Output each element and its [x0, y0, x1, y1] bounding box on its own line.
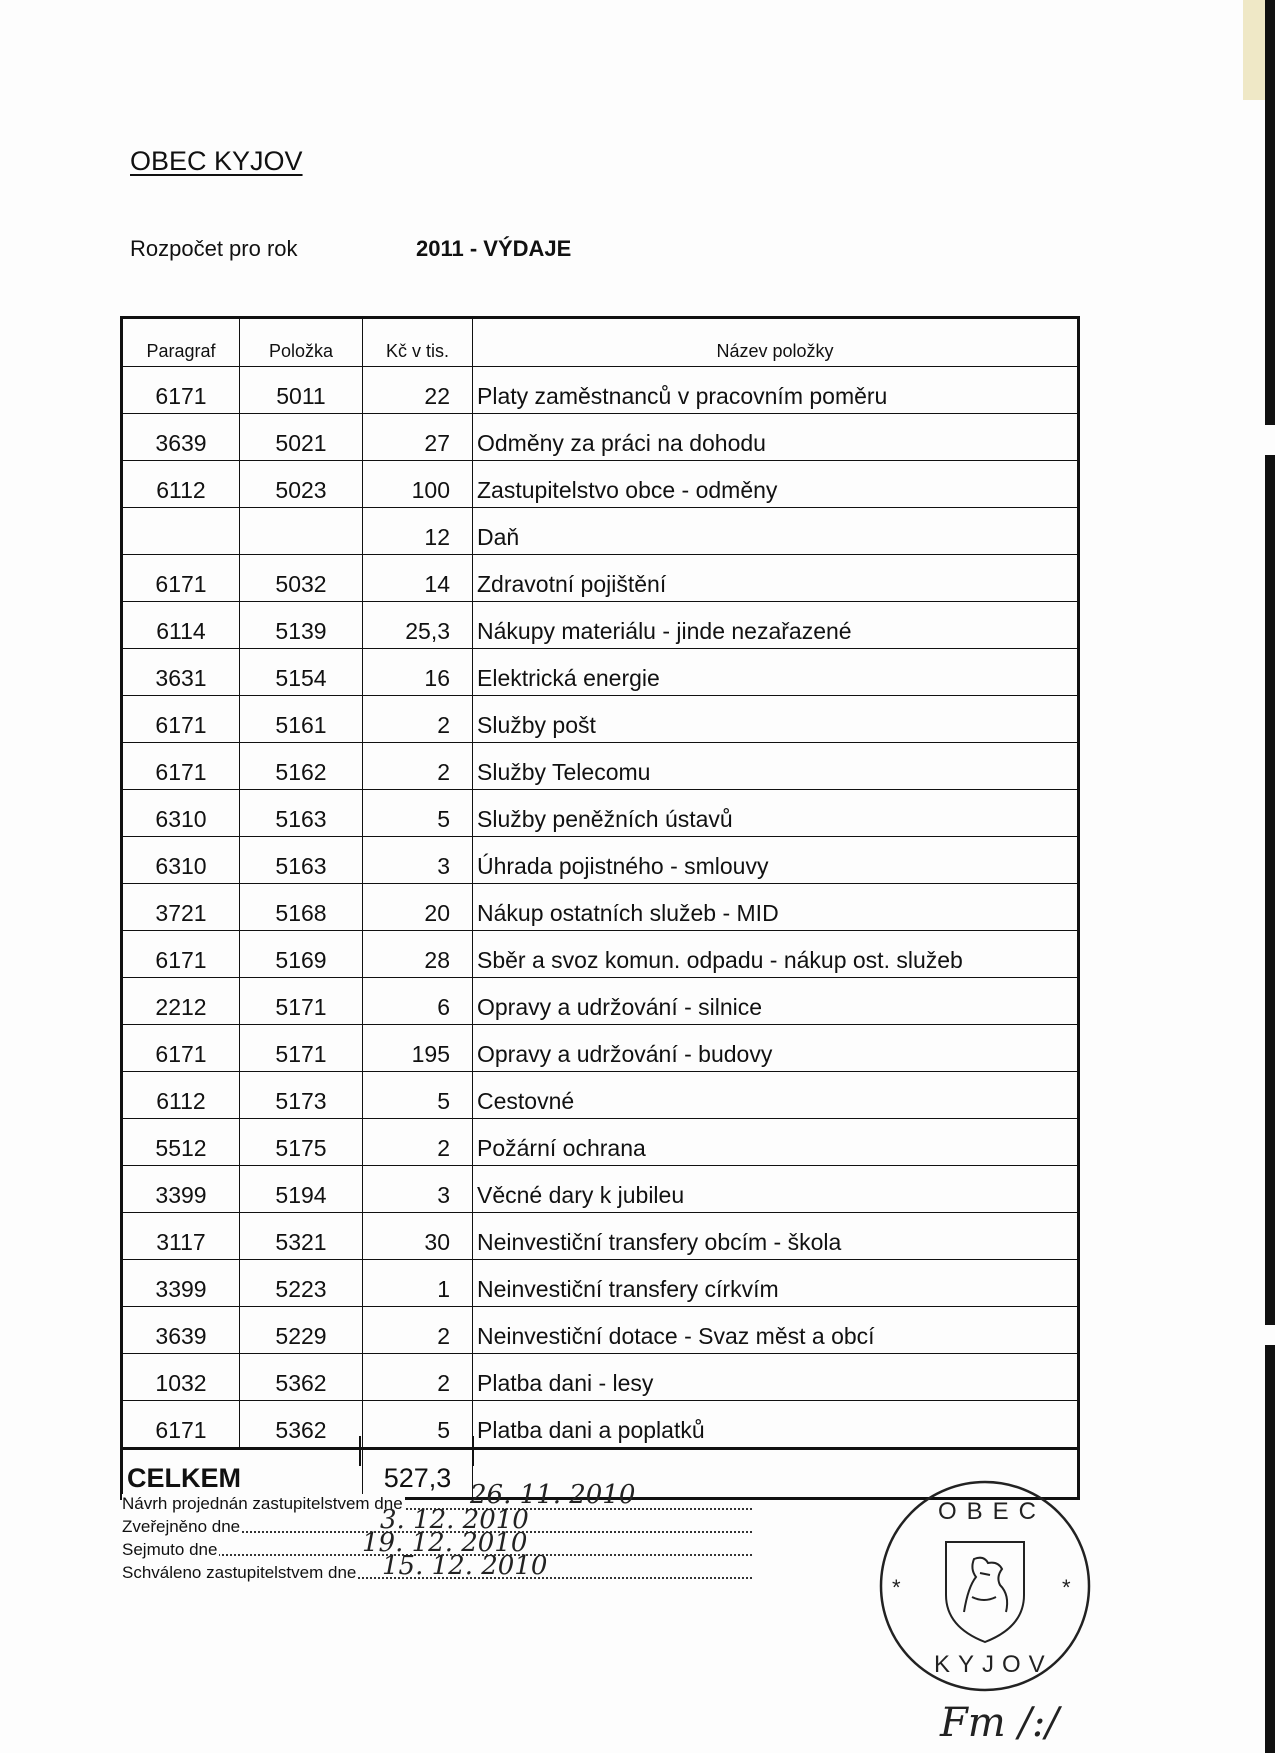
paragraf-cell: 3117 [122, 1213, 240, 1260]
table-row [122, 1260, 1079, 1307]
item-name-cell: Sběr a svoz komun. odpadu - nákup ost. služeb [473, 931, 1079, 978]
polozka-cell: 5169 [240, 931, 363, 978]
amount-cell: 20 [363, 884, 473, 931]
paragraf-cell: 2212 [122, 978, 240, 1025]
amount-cell: 5 [363, 1401, 473, 1449]
municipal-stamp [876, 1477, 1094, 1695]
handwritten-date: 19. 12. 2010 [362, 1528, 528, 1558]
organization-title: OBEC KYJOV [130, 146, 303, 176]
table-row [122, 1072, 1079, 1119]
polozka-cell: 5194 [240, 1166, 363, 1213]
amount-cell: 2 [363, 1307, 473, 1354]
paragraf-cell: 3721 [122, 884, 240, 931]
item-name-cell: Služby Telecomu [473, 743, 1079, 790]
polozka-cell: 5171 [240, 1025, 363, 1072]
paragraf-cell: 6310 [122, 837, 240, 884]
item-name-cell: Elektrická energie [473, 649, 1079, 696]
table-row [122, 1213, 1079, 1260]
table-row [122, 602, 1079, 649]
table-row [122, 1119, 1079, 1166]
paragraf-cell: 6171 [122, 931, 240, 978]
note-label: Zveřejněno dne [122, 1517, 241, 1536]
paragraf-cell: 6114 [122, 602, 240, 649]
handwritten-date: 26. 11. 2010 [470, 1480, 636, 1510]
polozka-cell: 5139 [240, 602, 363, 649]
item-name-cell: Úhrada pojistného - smlouvy [473, 837, 1079, 884]
polozka-cell: 5163 [240, 790, 363, 837]
item-name-cell: Odměny za práci na dohodu [473, 414, 1079, 461]
scan-edge-bar [1265, 1345, 1275, 1753]
polozka-cell: 5163 [240, 837, 363, 884]
budget-table [120, 316, 1080, 1500]
polozka-cell: 5362 [240, 1354, 363, 1401]
paragraf-cell: 1032 [122, 1354, 240, 1401]
polozka-cell: 5011 [240, 367, 363, 414]
handwritten-date: 15. 12. 2010 [382, 1551, 548, 1581]
table-row [122, 414, 1079, 461]
amount-cell: 27 [363, 414, 473, 461]
amount-cell: 30 [363, 1213, 473, 1260]
item-name-cell: Zdravotní pojištění [473, 555, 1079, 602]
table-row [122, 1354, 1079, 1401]
table-row [122, 1025, 1079, 1072]
paragraf-cell: 5512 [122, 1119, 240, 1166]
stamp-bottom-text: KYJOV [934, 1651, 1053, 1678]
budget-title: 2011 - VÝDAJE [416, 236, 572, 261]
amount-cell: 2 [363, 1354, 473, 1401]
approval-notes [122, 1480, 752, 1584]
item-name-cell: Požární ochrana [473, 1119, 1079, 1166]
polozka-cell: 5171 [240, 978, 363, 1025]
polozka-cell: 5362 [240, 1401, 363, 1449]
table-header-row [122, 318, 1079, 367]
table-row [122, 1401, 1079, 1449]
item-name-cell: Platba dani - lesy [473, 1354, 1079, 1401]
total-value: 527,3 [363, 1449, 473, 1499]
amount-cell: 28 [363, 931, 473, 978]
item-name-cell: Nákup ostatních služeb - MID [473, 884, 1079, 931]
paragraf-cell: 3399 [122, 1260, 240, 1307]
note-label: Sejmuto dne [122, 1540, 218, 1559]
table-row [122, 649, 1079, 696]
paragraf-cell: 3399 [122, 1166, 240, 1213]
table-row [122, 696, 1079, 743]
polozka-cell: 5032 [240, 555, 363, 602]
item-name-cell: Opravy a udržování - budovy [473, 1025, 1079, 1072]
polozka-cell [240, 508, 363, 555]
amount-cell: 3 [363, 837, 473, 884]
item-name-cell: Služby peněžních ústavů [473, 790, 1079, 837]
polozka-cell: 5173 [240, 1072, 363, 1119]
paragraf-cell: 3631 [122, 649, 240, 696]
polozka-cell: 5021 [240, 414, 363, 461]
paragraf-cell: 6171 [122, 555, 240, 602]
column-header-nazev: Název položky [473, 318, 1079, 367]
amount-cell: 2 [363, 696, 473, 743]
paragraf-cell: 3639 [122, 414, 240, 461]
table-row [122, 884, 1079, 931]
polozka-cell: 5223 [240, 1260, 363, 1307]
amount-cell: 100 [363, 461, 473, 508]
amount-cell: 195 [363, 1025, 473, 1072]
paragraf-cell: 6310 [122, 790, 240, 837]
table-row [122, 555, 1079, 602]
table-tail-line [359, 1436, 361, 1466]
polozka-cell: 5154 [240, 649, 363, 696]
total-label: CELKEM [122, 1449, 363, 1499]
budget-label: Rozpočet pro rok [130, 236, 298, 261]
item-name-cell: Zastupitelstvo obce - odměny [473, 461, 1079, 508]
item-name-cell: Daň [473, 508, 1079, 555]
column-header-paragraf: Paragraf [122, 318, 240, 367]
scan-edge-bar [1265, 455, 1275, 1325]
paragraf-cell: 6112 [122, 461, 240, 508]
scan-edge-bar [1265, 0, 1275, 425]
paragraf-cell: 6171 [122, 1025, 240, 1072]
amount-cell: 16 [363, 649, 473, 696]
table-row [122, 743, 1079, 790]
paragraf-cell: 6171 [122, 1401, 240, 1449]
amount-cell: 3 [363, 1166, 473, 1213]
stamp-top-text: OBEC [938, 1498, 1047, 1525]
amount-cell: 2 [363, 743, 473, 790]
amount-cell: 5 [363, 1072, 473, 1119]
amount-cell: 1 [363, 1260, 473, 1307]
note-line [122, 1551, 752, 1584]
table-row [122, 837, 1079, 884]
handwritten-date: 3. 12. 2010 [380, 1505, 529, 1535]
note-label: Návrh projednán zastupitelstvem dne [122, 1494, 403, 1513]
paragraf-cell: 3639 [122, 1307, 240, 1354]
amount-cell: 5 [363, 790, 473, 837]
table-tail-line [472, 1436, 474, 1466]
amount-cell: 25,3 [363, 602, 473, 649]
table-row [122, 367, 1079, 414]
item-name-cell: Neinvestiční transfery obcím - škola [473, 1213, 1079, 1260]
item-name-cell: Platba dani a poplatků [473, 1401, 1079, 1449]
polozka-cell: 5321 [240, 1213, 363, 1260]
paragraf-cell: 6112 [122, 1072, 240, 1119]
item-name-cell: Služby pošt [473, 696, 1079, 743]
note-label: Schváleno zastupitelstvem dne [122, 1563, 357, 1582]
table-row [122, 1166, 1079, 1213]
table-row [122, 461, 1079, 508]
column-header-kc: Kč v tis. [363, 318, 473, 367]
stamp-star-icon: * [1062, 1575, 1071, 1600]
amount-cell: 22 [363, 367, 473, 414]
table-row [122, 508, 1079, 555]
polozka-cell: 5162 [240, 743, 363, 790]
amount-cell: 12 [363, 508, 473, 555]
item-name-cell: Cestovné [473, 1072, 1079, 1119]
scan-edge-strip [1243, 0, 1265, 100]
item-name-cell: Neinvestiční transfery církvím [473, 1260, 1079, 1307]
signature: Fm /:/ [940, 1700, 1059, 1746]
item-name-cell: Nákupy materiálu - jinde nezařazené [473, 602, 1079, 649]
amount-cell: 6 [363, 978, 473, 1025]
table-row [122, 978, 1079, 1025]
amount-cell: 2 [363, 1119, 473, 1166]
polozka-cell: 5229 [240, 1307, 363, 1354]
polozka-cell: 5023 [240, 461, 363, 508]
item-name-cell: Věcné dary k jubileu [473, 1166, 1079, 1213]
polozka-cell: 5161 [240, 696, 363, 743]
table-row [122, 931, 1079, 978]
table-row [122, 790, 1079, 837]
item-name-cell: Platy zaměstnanců v pracovním poměru [473, 367, 1079, 414]
table-row [122, 1307, 1079, 1354]
paragraf-cell: 6171 [122, 696, 240, 743]
stamp-star-icon: * [892, 1575, 901, 1600]
polozka-cell: 5175 [240, 1119, 363, 1166]
polozka-cell: 5168 [240, 884, 363, 931]
amount-cell: 14 [363, 555, 473, 602]
paragraf-cell: 6171 [122, 743, 240, 790]
column-header-polozka: Položka [240, 318, 363, 367]
coat-of-arms-icon [946, 1542, 1024, 1642]
item-name-cell: Neinvestiční dotace - Svaz měst a obcí [473, 1307, 1079, 1354]
item-name-cell: Opravy a udržování - silnice [473, 978, 1079, 1025]
paragraf-cell [122, 508, 240, 555]
paragraf-cell: 6171 [122, 367, 240, 414]
